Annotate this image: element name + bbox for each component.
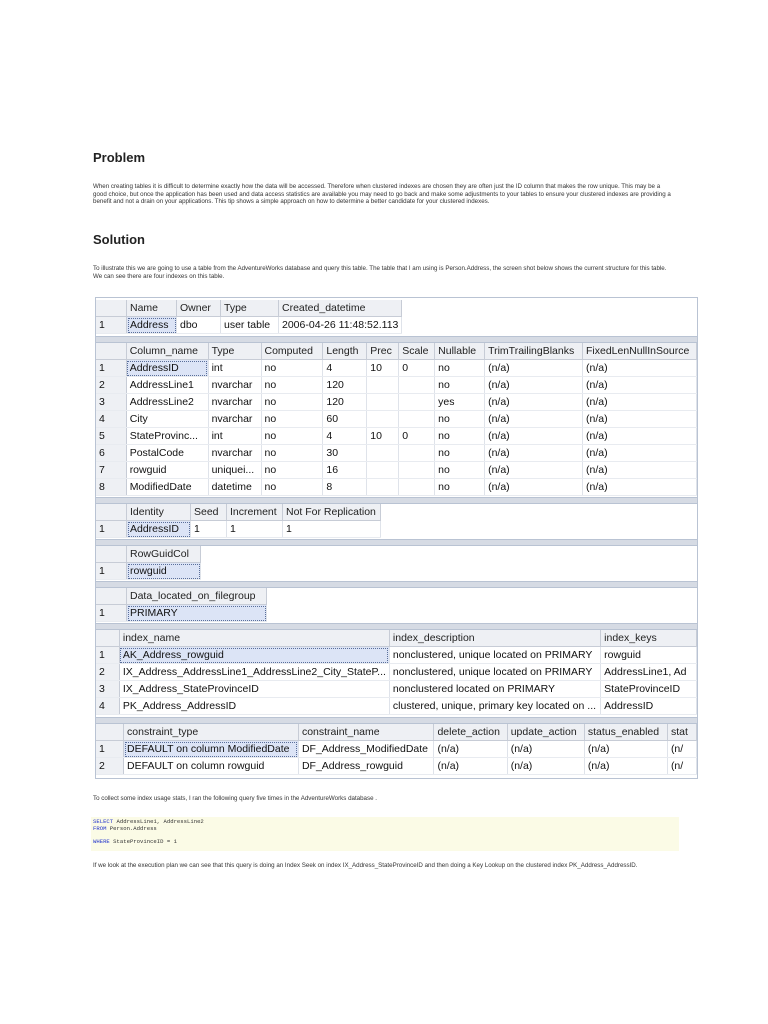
grid-cell[interactable]: uniquei... (208, 462, 261, 479)
grid-header-row (96, 343, 697, 360)
row-number-header (96, 300, 127, 317)
grid-cell[interactable]: nvarchar (208, 394, 261, 411)
column-header: constraint_type (124, 724, 299, 741)
grid-cell[interactable]: 16 (323, 462, 367, 479)
grid-cell[interactable]: DF_Address_rowguid (298, 758, 434, 775)
grid-cell[interactable]: (n/a) (434, 758, 507, 775)
table-row[interactable] (96, 479, 697, 496)
grid-cell[interactable] (367, 394, 399, 411)
column-header: Not For Replication (283, 504, 381, 521)
grid-cell[interactable]: (n/a) (507, 741, 584, 758)
column-header: Computed (261, 343, 323, 360)
grid-divider[interactable] (96, 581, 697, 588)
row-number: 3 (96, 394, 126, 411)
grid-cell[interactable]: (n/a) (434, 741, 507, 758)
grid-cell[interactable]: rowguid (601, 647, 697, 664)
grid-cell[interactable]: DF_Address_ModifiedDate (298, 741, 434, 758)
row-number: 1 (96, 563, 127, 580)
grid-cell[interactable]: no (435, 411, 485, 428)
grid-cell[interactable]: (n/a) (584, 758, 667, 775)
grid-cell[interactable] (399, 411, 435, 428)
grid-cell[interactable]: nvarchar (208, 445, 261, 462)
grid-header-row (96, 546, 201, 563)
sql-text: StateProvinceID = 1 (109, 837, 177, 845)
grid-cell[interactable] (399, 462, 435, 479)
grid-cell[interactable]: 4 (323, 428, 367, 445)
row-number-header (96, 588, 127, 605)
grid-cell[interactable]: (n/a) (582, 411, 696, 428)
column-header: Column_name (126, 343, 208, 360)
grid-cell[interactable]: City (126, 411, 208, 428)
grid-table-info (96, 300, 697, 334)
grid-cell[interactable]: 8 (323, 479, 367, 496)
grid-cell[interactable]: user table (221, 317, 279, 334)
column-header: TrimTrailingBlanks (485, 343, 583, 360)
grid-cell[interactable]: 2006-04-26 11:48:52.113 (279, 317, 402, 334)
row-number: 1 (96, 521, 127, 538)
grid-cell[interactable]: (n/a) (507, 758, 584, 775)
column-header: delete_action (434, 724, 507, 741)
grid-cell[interactable] (367, 411, 399, 428)
row-number-header (96, 724, 124, 741)
grid-cell[interactable] (367, 445, 399, 462)
grid-cell[interactable]: dbo (177, 317, 221, 334)
grid-cell[interactable]: PK_Address_AddressID (119, 698, 389, 715)
execution-plan-paragraph: If we look at the execution plan we can see that this query is doing an Index Seek on index IX_Address_StateProvinceID and then doing a Key Lookup on the clustered index PK_Address_AddressID. (93, 862, 638, 869)
grid-cell[interactable]: no (261, 479, 323, 496)
row-number: 2 (96, 377, 126, 394)
grid-indexes (96, 630, 697, 715)
grid-divider[interactable] (96, 497, 697, 504)
table-row[interactable] (96, 462, 697, 479)
row-number: 7 (96, 462, 126, 479)
column-header: Owner (177, 300, 221, 317)
table-row[interactable] (96, 377, 697, 394)
row-number: 4 (96, 411, 126, 428)
grid-cell[interactable]: nonclustered, unique located on PRIMARY (389, 664, 600, 681)
grid-cell[interactable]: StateProvinc... (126, 428, 208, 445)
grid-cell[interactable]: no (261, 394, 323, 411)
grid-cell[interactable]: (n/a) (582, 377, 696, 394)
grid-cell[interactable]: nonclustered located on PRIMARY (389, 681, 600, 698)
grid-cell[interactable]: 0 (399, 428, 435, 445)
grid-cell[interactable]: 10 (367, 360, 399, 377)
table-row[interactable] (96, 605, 267, 622)
row-number: 3 (96, 681, 119, 698)
code-line (93, 826, 677, 833)
grid-cell[interactable]: no (435, 360, 485, 377)
grid-cell[interactable]: no (261, 377, 323, 394)
sql-keyword: FROM (93, 824, 107, 832)
grid-cell[interactable]: (n/a) (485, 462, 583, 479)
grid-cell[interactable]: DEFAULT on column ModifiedDate (124, 741, 299, 758)
column-header: update_action (507, 724, 584, 741)
row-number: 1 (96, 605, 127, 622)
row-number: 1 (96, 647, 119, 664)
column-header: Created_datetime (279, 300, 402, 317)
grid-cell[interactable]: int (208, 360, 261, 377)
row-number: 1 (96, 317, 127, 334)
problem-paragraph: When creating tables it is difficult to determine exactly how the data will be accessed. Therefore when clustered indexes are chosen they are often just the ID column that makes the row unique. This may be a good choice, but once the application has been used and data access statistics are available you may need to go back and make some adjustments to your tables to ensure your clustered indexes are providing a benefit and not a drain on your applications. This tip shows a simple approach on how to determine a better candidate for your clustered indexes. (93, 183, 671, 206)
grid-cell[interactable]: (n/a) (485, 394, 583, 411)
column-header: stat (667, 724, 696, 741)
grid-cell[interactable]: 120 (323, 394, 367, 411)
grid-cell[interactable]: no (261, 462, 323, 479)
row-number-header (96, 343, 126, 360)
column-header: FixedLenNullInSource (582, 343, 696, 360)
grid-cell[interactable]: AddressID (127, 521, 191, 538)
grid-cell[interactable]: no (435, 377, 485, 394)
grid-cell[interactable] (399, 377, 435, 394)
column-header: RowGuidCol (127, 546, 201, 563)
grid-cell[interactable]: clustered, unique, primary key located on ... (389, 698, 600, 715)
column-header: index_name (119, 630, 389, 647)
problem-heading: Problem (93, 150, 146, 165)
grid-cell[interactable] (367, 462, 399, 479)
grid-cell[interactable]: no (261, 445, 323, 462)
grid-identity (96, 504, 697, 538)
grid-cell[interactable]: Address (127, 317, 177, 334)
column-header: Prec (367, 343, 399, 360)
table-row[interactable] (96, 758, 697, 775)
table-row[interactable] (96, 394, 697, 411)
grid-cell[interactable]: (n/a) (582, 462, 696, 479)
table-row[interactable] (96, 411, 697, 428)
grid-cell[interactable]: ModifiedDate (126, 479, 208, 496)
grid-cell[interactable]: no (435, 445, 485, 462)
grid-cell[interactable]: no (261, 360, 323, 377)
row-number: 5 (96, 428, 126, 445)
grid-cell[interactable]: nvarchar (208, 377, 261, 394)
table-row[interactable] (96, 360, 697, 377)
grid-cell[interactable] (367, 377, 399, 394)
grid-cell[interactable]: (n/a) (582, 428, 696, 445)
row-number: 1 (96, 360, 126, 377)
code-line (93, 819, 677, 826)
grid-divider[interactable] (96, 336, 697, 343)
grid-cell[interactable]: 4 (323, 360, 367, 377)
grid-cell[interactable]: 1 (227, 521, 283, 538)
grid-header-row (96, 504, 381, 521)
grid-cell[interactable]: IX_Address_StateProvinceID (119, 681, 389, 698)
grid-cell[interactable]: 10 (367, 428, 399, 445)
grid-cell[interactable]: IX_Address_AddressLine1_AddressLine2_City_StateP... (119, 664, 389, 681)
grid-filegroup (96, 588, 697, 622)
sql-code-block (91, 817, 679, 851)
grid-cell[interactable]: rowguid (127, 563, 201, 580)
row-number-header (96, 546, 127, 563)
column-header: index_keys (601, 630, 697, 647)
grid-cell[interactable]: (n/a) (582, 445, 696, 462)
grid-cell[interactable]: (n/ (667, 741, 696, 758)
sql-text: AddressLine1, AddressLine2 (113, 818, 204, 825)
table-row[interactable] (96, 445, 697, 462)
grid-cell[interactable]: rowguid (126, 462, 208, 479)
grid-cell[interactable]: (n/a) (582, 394, 696, 411)
grid-cell[interactable]: AddressID (601, 698, 697, 715)
table-row[interactable] (96, 521, 381, 538)
column-header: Name (127, 300, 177, 317)
grid-cell[interactable]: yes (435, 394, 485, 411)
grid-cell[interactable]: 60 (323, 411, 367, 428)
grid-header-row (96, 588, 267, 605)
grid-cell[interactable]: 120 (323, 377, 367, 394)
grid-cell[interactable]: AddressID (126, 360, 208, 377)
grid-cell[interactable]: (n/a) (485, 428, 583, 445)
row-number: 1 (96, 741, 124, 758)
grid-cell[interactable]: AK_Address_rowguid (119, 647, 389, 664)
grid-cell[interactable]: 30 (323, 445, 367, 462)
table-row[interactable] (96, 647, 697, 664)
grid-divider[interactable] (96, 623, 697, 630)
solution-heading: Solution (93, 232, 145, 247)
grid-cell[interactable]: (n/a) (485, 360, 583, 377)
grid-cell[interactable]: PRIMARY (127, 605, 267, 622)
grid-cell[interactable]: 0 (399, 360, 435, 377)
sql-text: Person.Address (106, 824, 157, 832)
grid-header-row (96, 630, 697, 647)
grid-cell[interactable]: no (261, 411, 323, 428)
grid-cell[interactable]: (n/a) (485, 411, 583, 428)
grid-columns (96, 343, 697, 496)
row-number: 6 (96, 445, 126, 462)
row-number: 2 (96, 664, 119, 681)
column-header: Increment (227, 504, 283, 521)
grid-cell[interactable]: 1 (283, 521, 381, 538)
grid-cell[interactable]: no (435, 428, 485, 445)
grid-cell[interactable]: AddressLine2 (126, 394, 208, 411)
grid-cell[interactable]: StateProvinceID (601, 681, 697, 698)
grid-cell[interactable] (399, 394, 435, 411)
column-header: Seed (191, 504, 227, 521)
table-row[interactable] (96, 698, 697, 715)
grid-cell[interactable] (399, 445, 435, 462)
row-number-header (96, 630, 119, 647)
table-row[interactable] (96, 317, 402, 334)
column-header: Data_located_on_filegroup (127, 588, 267, 605)
stats-paragraph: To collect some index usage stats, I ran the following query five times in the AdventureWorks database . (93, 795, 377, 802)
grid-cell[interactable]: (n/a) (485, 479, 583, 496)
grid-divider[interactable] (96, 717, 697, 724)
grid-cell[interactable]: (n/a) (485, 377, 583, 394)
grid-cell[interactable]: (n/ (667, 758, 696, 775)
table-row[interactable] (96, 428, 697, 445)
grid-cell[interactable]: datetime (208, 479, 261, 496)
column-header: Length (323, 343, 367, 360)
row-number: 8 (96, 479, 126, 496)
grid-cell[interactable]: int (208, 428, 261, 445)
grid-cell[interactable]: nonclustered, unique located on PRIMARY (389, 647, 600, 664)
grid-cell[interactable]: no (435, 462, 485, 479)
column-header: status_enabled (584, 724, 667, 741)
column-header: index_description (389, 630, 600, 647)
grid-cell[interactable] (399, 479, 435, 496)
sql-keyword: WHERE (93, 837, 110, 845)
grid-cell[interactable]: 1 (191, 521, 227, 538)
column-header: Nullable (435, 343, 485, 360)
grid-cell[interactable]: AddressLine1, Ad (601, 664, 697, 681)
grid-cell[interactable]: (n/a) (582, 360, 696, 377)
table-row[interactable] (96, 664, 697, 681)
grid-cell[interactable]: no (435, 479, 485, 496)
column-header: Type (221, 300, 279, 317)
grid-cell[interactable]: (n/a) (584, 741, 667, 758)
solution-paragraph: To illustrate this we are going to use a table from the AdventureWorks database and query this table. The table that I am using is Person.Address, the screen shot below shows the current structure for this table. We can see there are four indexes on this table. (93, 265, 667, 280)
row-number: 4 (96, 698, 119, 715)
grid-cell[interactable]: nvarchar (208, 411, 261, 428)
grid-cell[interactable] (367, 479, 399, 496)
result-grid-screenshot (95, 297, 698, 779)
column-header: Type (208, 343, 261, 360)
grid-constraints (96, 724, 697, 775)
table-row[interactable] (96, 681, 697, 698)
row-number: 2 (96, 758, 124, 775)
grid-cell[interactable]: no (261, 428, 323, 445)
grid-cell[interactable]: DEFAULT on column rowguid (124, 758, 299, 775)
grid-header-row (96, 300, 402, 317)
table-row[interactable] (96, 741, 697, 758)
grid-header-row (96, 724, 697, 741)
table-row[interactable] (96, 563, 201, 580)
grid-cell[interactable]: (n/a) (582, 479, 696, 496)
sql-keyword: SELECT (93, 818, 114, 825)
grid-divider[interactable] (96, 539, 697, 546)
grid-rowguidcol (96, 546, 697, 580)
column-header: Scale (399, 343, 435, 360)
column-header: Identity (127, 504, 191, 521)
column-header: constraint_name (298, 724, 434, 741)
grid-cell[interactable]: AddressLine1 (126, 377, 208, 394)
row-number-header (96, 504, 127, 521)
grid-cell[interactable]: PostalCode (126, 445, 208, 462)
grid-cell[interactable]: (n/a) (485, 445, 583, 462)
code-line (93, 839, 677, 846)
